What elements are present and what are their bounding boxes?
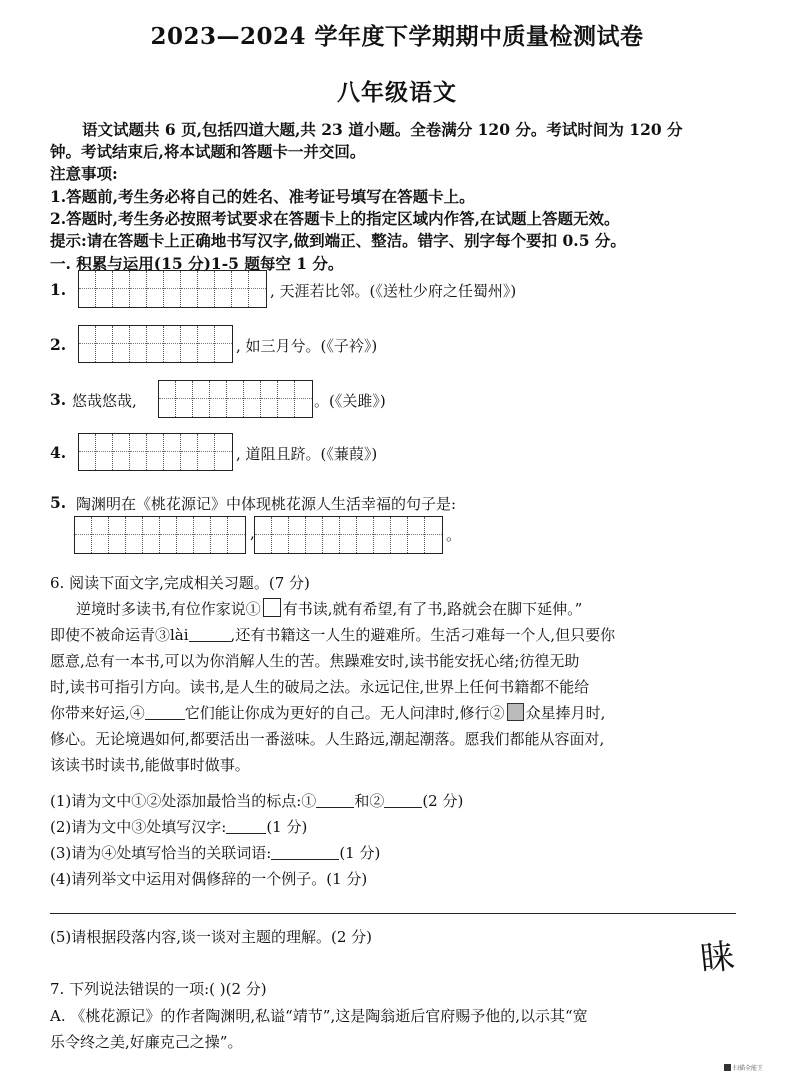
q4-number: 4.: [50, 443, 67, 462]
grid-cell: [278, 381, 295, 417]
grid-cell: [96, 434, 113, 470]
exam-subject: 八年级语文: [337, 79, 457, 106]
tip: 提示:请在答题卡上正确地书写汉字,做到端正、整洁。错字、别字每个要扣 0.5 分。: [50, 231, 626, 250]
q6-p5-part-a: 你带来好运,④: [50, 704, 145, 722]
q3-prefix: 悠哉悠哉,: [72, 392, 137, 410]
q6-paragraph-line-3: 愿意,总有一本书,可以为你消解人生的苦。焦躁难安时,读书能安抚心绪;彷徨无助: [50, 652, 580, 670]
grid-cell: [295, 381, 312, 417]
handwritten-signature: 睐: [698, 936, 737, 980]
grid-cell: [130, 434, 147, 470]
grid-cell: [249, 271, 266, 307]
grid-cell: [306, 517, 323, 553]
q6-s1-part-c: (2 分): [422, 792, 464, 810]
grid-cell: [176, 381, 193, 417]
q6-paragraph-line-7: 该读书时读书,能做事时做事。: [50, 756, 250, 774]
section-1-heading: 一. 积累与运用(15 分)1-5 题每空 1 分。: [50, 254, 344, 273]
q6-p2-part-b: ,还有书籍这一人生的避难所。生活刁难每一个人,但只要你: [230, 626, 616, 644]
q6-p1-part-b: 有书读,就有希望,有了书,路就会在脚下延伸。”: [282, 600, 583, 618]
q5-period: 。: [446, 526, 462, 544]
q1-number: 1.: [50, 280, 67, 299]
q6-s3-part-b: (1 分): [339, 844, 381, 862]
blank-3[interactable]: [189, 626, 231, 642]
grid-cell: [147, 434, 164, 470]
notice-2: 2.答题时,考生务必按照考试要求在答题卡上的指定区域内作答,在试题上答题无效。: [50, 209, 620, 228]
q5-number: 5.: [50, 493, 67, 512]
grid-cell: [261, 381, 278, 417]
q5-answer-grid-2[interactable]: [254, 516, 443, 554]
grid-cell: [109, 517, 126, 553]
q6-paragraph-line-6: 修心。无论境遇如何,都要活出一番滋味。人生路远,潮起潮落。愿我们都能从容面对,: [50, 730, 605, 748]
notice-title: 注意事项:: [50, 164, 118, 183]
grid-cell: [194, 517, 211, 553]
q4-text: , 道阻且跻。(《蒹葭》): [236, 445, 378, 463]
grid-cell: [227, 381, 244, 417]
q5-answer-grid-1[interactable]: [74, 516, 246, 554]
grid-cell: [181, 326, 198, 362]
grid-cell: [164, 434, 181, 470]
q6-p2-part-a: 即使不被命运青③lài: [50, 626, 189, 644]
grid-cell: [215, 434, 232, 470]
q3-number: 3.: [50, 390, 67, 409]
grid-cell: [177, 517, 194, 553]
exam-title: 2023—2024 学年度下学期期中质量检测试卷: [150, 23, 644, 50]
scanner-watermark: 扫描全能王: [733, 1065, 764, 1072]
answer-blank-4[interactable]: [271, 844, 339, 860]
answer-line[interactable]: [50, 913, 736, 914]
grid-cell: [147, 326, 164, 362]
answer-blank-2[interactable]: [384, 792, 422, 808]
q6-paragraph-line-1: [76, 598, 582, 619]
grid-cell: [79, 271, 96, 307]
grid-cell: [357, 517, 374, 553]
q6-s1-part-b: 和②: [354, 792, 385, 810]
intro-line-1: 语文试题共 6 页,包括四道大题,共 23 道小题。全卷满分 120 分。考试时间为 120 分: [82, 120, 683, 139]
grid-cell: [193, 381, 210, 417]
q7-heading: 7. 下列说法错误的一项:( )(2 分): [50, 980, 267, 998]
q6-paragraph-line-4: 时,读书可指引方向。读书,是人生的破局之法。永远记住,世界上任何书籍都不能给: [50, 678, 590, 696]
grid-cell: [289, 517, 306, 553]
blank-box-1[interactable]: [263, 598, 281, 617]
grid-cell: [198, 434, 215, 470]
q6-p1-part-a: 逆境时多读书,有位作家说①: [76, 600, 261, 618]
grid-cell: [340, 517, 357, 553]
grid-cell: [198, 326, 215, 362]
q6-s1-part-a: (1)请为文中①②处添加最恰当的标点:①: [50, 792, 317, 810]
q5-text: 陶渊明在《桃花源记》中体现桃花源人生活幸福的句子是:: [76, 495, 457, 513]
q2-text: , 如三月兮。(《子衿》): [236, 337, 378, 355]
q6-p5-part-c: 众星捧月时,: [525, 704, 606, 722]
q6-s2-part-a: (2)请为文中③处填写汉字:: [50, 818, 227, 836]
grid-cell: [159, 381, 176, 417]
grid-cell: [79, 326, 96, 362]
grid-cell: [181, 434, 198, 470]
grid-cell: [130, 326, 147, 362]
grid-cell: [96, 326, 113, 362]
grid-cell: [232, 271, 249, 307]
q4-answer-grid[interactable]: [78, 433, 233, 471]
grid-cell: [126, 517, 143, 553]
grid-cell: [130, 271, 147, 307]
q6-heading: 6. 阅读下面文字,完成相关习题。(7 分): [50, 574, 310, 592]
grid-cell: [391, 517, 408, 553]
grid-cell: [374, 517, 391, 553]
blank-box-2[interactable]: [507, 703, 524, 721]
grid-cell: [198, 271, 215, 307]
q6-p5-part-b: 它们能让你成为更好的自己。无人问津时,修行②: [184, 704, 505, 722]
q6-sub-5: (5)请根据段落内容,谈一谈对主题的理解。(2 分): [50, 928, 373, 946]
q6-paragraph-line-5: [50, 702, 605, 723]
grid-cell: [228, 517, 245, 553]
grid-cell: [215, 326, 232, 362]
grid-cell: [211, 517, 228, 553]
grid-cell: [164, 271, 181, 307]
q6-s2-part-b: (1 分): [266, 818, 308, 836]
q6-sub-1: [50, 790, 463, 811]
grid-cell: [164, 326, 181, 362]
q6-sub-4: (4)请列举文中运用对偶修辞的一个例子。(1 分): [50, 870, 368, 888]
grid-cell: [255, 517, 272, 553]
grid-cell: [113, 271, 130, 307]
q5-comma: ,: [250, 524, 255, 542]
grid-cell: [425, 517, 442, 553]
grid-cell: [92, 517, 109, 553]
grid-cell: [113, 434, 130, 470]
q6-sub-2: [50, 816, 307, 837]
q6-s3-part-a: (3)请为④处填写恰当的关联词语:: [50, 844, 272, 862]
grid-cell: [147, 271, 164, 307]
grid-cell: [75, 517, 92, 553]
blank-4[interactable]: [145, 704, 185, 720]
grid-cell: [244, 381, 261, 417]
q2-answer-grid[interactable]: [78, 325, 233, 363]
notice-1: 1.答题前,考生务必将自己的姓名、准考证号填写在答题卡上。: [50, 187, 475, 206]
answer-blank-3[interactable]: [226, 818, 266, 834]
grid-cell: [272, 517, 289, 553]
grid-cell: [323, 517, 340, 553]
grid-cell: [79, 434, 96, 470]
grid-cell: [96, 271, 113, 307]
q3-answer-grid[interactable]: [158, 380, 313, 418]
qr-code-icon: [724, 1064, 731, 1071]
answer-blank-1[interactable]: [316, 792, 354, 808]
q6-sub-3: [50, 842, 380, 863]
grid-cell: [215, 271, 232, 307]
q1-answer-grid[interactable]: [78, 270, 267, 308]
q2-number: 2.: [50, 335, 67, 354]
q3-text: 。(《关雎》): [314, 392, 386, 410]
grid-cell: [113, 326, 130, 362]
grid-cell: [181, 271, 198, 307]
grid-cell: [143, 517, 160, 553]
q6-paragraph-line-2: [50, 624, 615, 645]
grid-cell: [210, 381, 227, 417]
intro-line-2: 钟。考试结束后,将本试题和答题卡一并交回。: [50, 142, 366, 161]
q7-option-a-line-2: 乐令终之美,好廉克己之操”。: [50, 1033, 243, 1051]
q1-text: , 天涯若比邻。(《送杜少府之任蜀州》): [270, 282, 517, 300]
grid-cell: [160, 517, 177, 553]
grid-cell: [408, 517, 425, 553]
q7-option-a-line-1: A. 《桃花源记》的作者陶渊明,私谥“靖节”,这是陶翁逝后官府赐予他的,以示其“宽: [50, 1007, 588, 1025]
